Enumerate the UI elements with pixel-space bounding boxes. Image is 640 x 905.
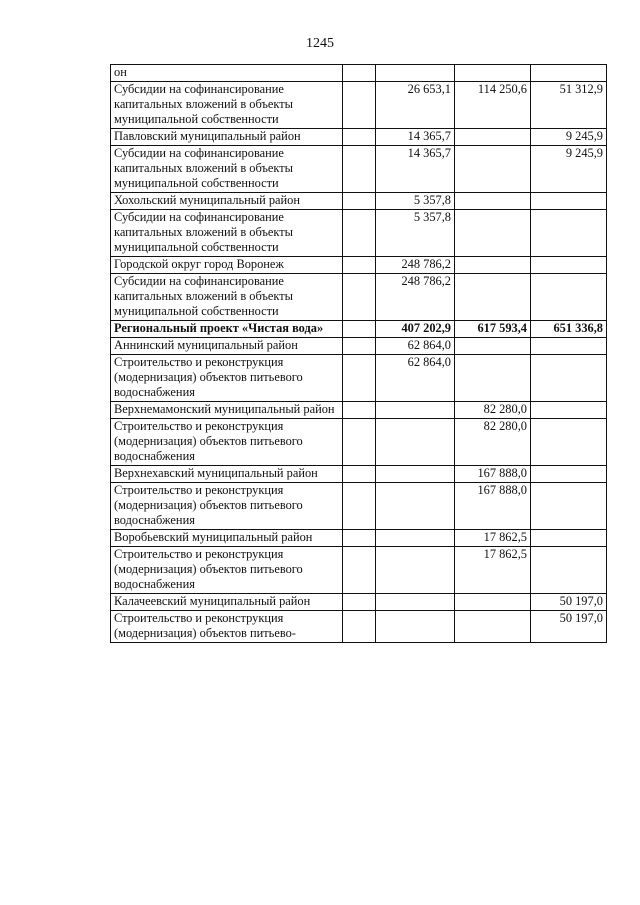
row-value-2022-cell: 17 862,5: [455, 547, 531, 594]
row-value-2023-cell: [531, 530, 607, 547]
row-value-2021-cell: [376, 594, 455, 611]
table-row: [111, 530, 607, 547]
row-value-2021-cell: 248 786,2: [376, 257, 455, 274]
table-row: [111, 419, 607, 466]
row-name-cell: Верхнехавский муниципальный район: [111, 466, 343, 483]
row-value-2023-cell: [531, 547, 607, 594]
row-value-2022-cell: [455, 611, 531, 643]
row-name-cell: Строительство и реконструкция (модернизация) объектов питьевого водоснабжения: [111, 483, 343, 530]
table-row: [111, 594, 607, 611]
table-row: [111, 483, 607, 530]
row-value-2023-cell: [531, 402, 607, 419]
row-value-2022-cell: 167 888,0: [455, 466, 531, 483]
row-value-2022-cell: [455, 146, 531, 193]
row-name-cell: Строительство и реконструкция (модернизация) объектов питьевого водоснабжения: [111, 419, 343, 466]
table-row: [111, 321, 607, 338]
row-value-2022-cell: 617 593,4: [455, 321, 531, 338]
row-code-cell: [343, 193, 376, 210]
row-value-2023-cell: [531, 65, 607, 82]
table-row: [111, 402, 607, 419]
row-code-cell: [343, 274, 376, 321]
row-code-cell: [343, 129, 376, 146]
row-code-cell: [343, 355, 376, 402]
row-value-2022-cell: [455, 274, 531, 321]
row-value-2022-cell: [455, 210, 531, 257]
row-value-2021-cell: 62 864,0: [376, 355, 455, 402]
row-value-2023-cell: 50 197,0: [531, 611, 607, 643]
row-value-2021-cell: [376, 547, 455, 594]
row-name-cell: Калачеевский муниципальный район: [111, 594, 343, 611]
row-name-cell: Павловский муниципальный район: [111, 129, 343, 146]
page-number: 1245: [306, 36, 334, 51]
table-row: [111, 146, 607, 193]
table-body: [111, 65, 607, 643]
table-row: [111, 82, 607, 129]
row-value-2021-cell: 5 357,8: [376, 193, 455, 210]
row-value-2023-cell: [531, 257, 607, 274]
row-value-2023-cell: [531, 210, 607, 257]
row-name-cell: Субсидии на софинансирование капитальных вложений в объекты муниципальной собственности: [111, 274, 343, 321]
row-code-cell: [343, 594, 376, 611]
row-code-cell: [343, 146, 376, 193]
row-name-cell: Аннинский муниципальный район: [111, 338, 343, 355]
row-value-2021-cell: 26 653,1: [376, 82, 455, 129]
row-name-cell: Воробьевский муниципальный район: [111, 530, 343, 547]
row-value-2022-cell: [455, 65, 531, 82]
row-value-2021-cell: [376, 611, 455, 643]
row-value-2022-cell: [455, 355, 531, 402]
row-value-2021-cell: 5 357,8: [376, 210, 455, 257]
row-value-2021-cell: [376, 402, 455, 419]
row-value-2023-cell: 9 245,9: [531, 129, 607, 146]
table-row: [111, 338, 607, 355]
table-row: [111, 274, 607, 321]
row-code-cell: [343, 65, 376, 82]
row-code-cell: [343, 321, 376, 338]
row-code-cell: [343, 611, 376, 643]
row-code-cell: [343, 483, 376, 530]
row-code-cell: [343, 338, 376, 355]
row-value-2022-cell: [455, 129, 531, 146]
row-value-2021-cell: 14 365,7: [376, 129, 455, 146]
row-name-cell: Строительство и реконструкция (модернизация) объектов питьевого водоснабжения: [111, 547, 343, 594]
row-code-cell: [343, 547, 376, 594]
row-value-2022-cell: [455, 193, 531, 210]
table-row: [111, 257, 607, 274]
row-code-cell: [343, 257, 376, 274]
row-value-2021-cell: [376, 530, 455, 547]
row-value-2022-cell: [455, 594, 531, 611]
row-name-cell: Городской округ город Воронеж: [111, 257, 343, 274]
row-value-2021-cell: [376, 466, 455, 483]
row-code-cell: [343, 82, 376, 129]
row-value-2023-cell: 50 197,0: [531, 594, 607, 611]
row-name-cell: Субсидии на софинансирование капитальных вложений в объекты муниципальной собственности: [111, 146, 343, 193]
row-name-cell: Региональный проект «Чистая вода»: [111, 321, 343, 338]
table-row: [111, 65, 607, 82]
row-value-2023-cell: [531, 274, 607, 321]
row-value-2023-cell: [531, 419, 607, 466]
row-name-cell: он: [111, 65, 343, 82]
row-value-2023-cell: 51 312,9: [531, 82, 607, 129]
table-row: [111, 210, 607, 257]
row-name-cell: Субсидии на софинансирование капитальных вложений в объекты муниципальной собственности: [111, 210, 343, 257]
row-name-cell: Строительство и реконструкция (модернизация) объектов питьево-: [111, 611, 343, 643]
row-value-2022-cell: 17 862,5: [455, 530, 531, 547]
table-row: [111, 129, 607, 146]
row-value-2023-cell: 651 336,8: [531, 321, 607, 338]
row-value-2021-cell: [376, 483, 455, 530]
table-row: [111, 466, 607, 483]
row-value-2023-cell: [531, 338, 607, 355]
row-value-2023-cell: [531, 193, 607, 210]
row-value-2023-cell: [531, 466, 607, 483]
table-row: [111, 193, 607, 210]
row-name-cell: Верхнемамонский муниципальный район: [111, 402, 343, 419]
table-row: [111, 611, 607, 643]
row-value-2021-cell: 62 864,0: [376, 338, 455, 355]
row-value-2021-cell: 248 786,2: [376, 274, 455, 321]
table-row: [111, 355, 607, 402]
row-value-2021-cell: [376, 65, 455, 82]
row-value-2022-cell: 82 280,0: [455, 402, 531, 419]
row-value-2023-cell: 9 245,9: [531, 146, 607, 193]
table-row: [111, 547, 607, 594]
row-code-cell: [343, 210, 376, 257]
row-value-2022-cell: [455, 257, 531, 274]
row-code-cell: [343, 402, 376, 419]
row-value-2021-cell: 407 202,9: [376, 321, 455, 338]
row-value-2023-cell: [531, 355, 607, 402]
row-value-2022-cell: 82 280,0: [455, 419, 531, 466]
row-name-cell: Хохольский муниципальный район: [111, 193, 343, 210]
row-code-cell: [343, 466, 376, 483]
row-code-cell: [343, 530, 376, 547]
budget-table: [110, 64, 607, 643]
row-value-2021-cell: [376, 419, 455, 466]
row-name-cell: Строительство и реконструкция (модернизация) объектов питьевого водоснабжения: [111, 355, 343, 402]
row-name-cell: Субсидии на софинансирование капитальных вложений в объекты муниципальной собственности: [111, 82, 343, 129]
row-code-cell: [343, 419, 376, 466]
row-value-2023-cell: [531, 483, 607, 530]
row-value-2022-cell: [455, 338, 531, 355]
row-value-2022-cell: 114 250,6: [455, 82, 531, 129]
row-value-2021-cell: 14 365,7: [376, 146, 455, 193]
row-value-2022-cell: 167 888,0: [455, 483, 531, 530]
